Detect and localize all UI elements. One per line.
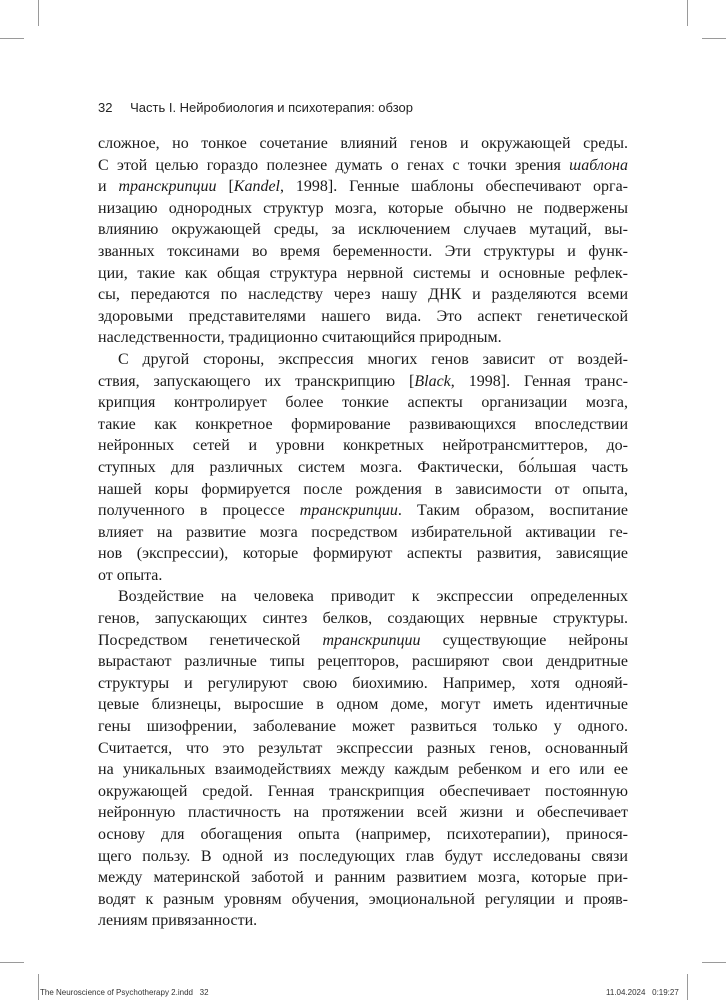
italic-term: Black — [414, 372, 451, 390]
italic-term: шаблона — [569, 156, 628, 174]
page-number: 32 — [98, 100, 113, 115]
text-line: низацию однородных структур мозга, которые обычно не подвержены — [98, 199, 628, 217]
crop-mark-top-left — [38, 0, 39, 26]
text-line: влиянию окружающей среды, за исключением случаев мутаций, вы- — [98, 221, 628, 239]
slug-file-info: The Neuroscience of Psychotherapy 2.indd 32 — [40, 988, 209, 997]
text-line: окружающей средой. Генная транскрипция обеспечивает постоянную — [98, 782, 628, 800]
italic-term: транскрипции — [322, 631, 421, 649]
text-line: такие как конкретное формирование развивающихся впоследствии — [98, 415, 628, 433]
text-line: сы, передаются по наследству через нашу ДНК и разделяются всеми — [98, 286, 628, 304]
text-line: лениям привязанности. — [98, 912, 258, 930]
text-line: нашей коры формируется после рождения в зависимости от опыта, — [98, 480, 628, 498]
crop-mark-left-top — [0, 38, 24, 39]
body-text — [98, 133, 628, 932]
crop-mark-bottom-right — [687, 974, 688, 1000]
text-line: Посредством генетической транскрипции существующие нейроны — [98, 631, 628, 649]
text-line: здоровыми представителями нашего вида. Это аспект генетической — [98, 307, 628, 325]
crop-mark-bottom-left — [38, 974, 39, 1000]
italic-term: Kandel — [233, 178, 280, 196]
text-line: ции, такие как общая структура нервной системы и основные рефлек- — [98, 264, 628, 282]
crop-mark-left-bottom — [0, 962, 24, 963]
italic-term: транскрипции — [299, 502, 398, 520]
text-line: полученного в процессе транскрипции. Таким образом, воспитание — [98, 502, 628, 520]
paragraph — [98, 349, 628, 587]
text-line: сложное, но тонкое сочетание влияний генов и окружающей среды. — [98, 135, 628, 152]
text-line: наследственности, традиционно считающийся природным. — [98, 329, 502, 347]
text-line: гены шизофрении, заболевание может развиться только у одного. — [98, 718, 628, 736]
text-line: Считается, что это результат экспрессии разных генов, основанный — [98, 739, 628, 757]
paragraph — [98, 586, 628, 932]
text-line: от опыта. — [98, 566, 163, 584]
text-line: С другой стороны, экспрессия многих генов зависит от воздей- — [118, 350, 628, 368]
text-line: структуры и регулируют свою биохимию. Например, хотя однояй- — [98, 674, 628, 692]
text-line: влияет на развитие мозга посредством избирательной активации ге- — [98, 523, 628, 541]
text-line: щего пользу. В одной из последующих глав будут исследованы связи — [98, 847, 628, 865]
text-line: цевые близнецы, выросшие в одном доме, могут иметь идентичные — [98, 696, 628, 714]
text-line: званных токсинами во время беременности. Эти структуры и функ- — [98, 242, 628, 260]
text-line: ступных для различных систем мозга. Фактически, бо́льшая часть — [98, 458, 628, 476]
italic-term: транскрипции — [118, 178, 217, 196]
text-line: нов (экспрессии), которые формируют аспекты развития, зависящие — [98, 545, 628, 563]
crop-mark-right-top — [702, 38, 726, 39]
text-line: генов, запускающих синтез белков, создающих нервные структуры. — [98, 610, 628, 628]
running-head — [98, 100, 413, 115]
slug-datetime: 11.04.2024 0:19:27 — [606, 988, 679, 997]
paragraph — [98, 133, 628, 349]
text-line: на уникальных взаимодействиях между каждым ребенком и его или ее — [98, 761, 628, 779]
text-line: основу для обогащения опыта (например, психотерапии), принося- — [98, 826, 628, 843]
text-line: крипция контролирует более тонкие аспекты организации мозга, — [98, 394, 628, 412]
text-line: ствия, запускающего их транскрипцию [Black, 1998]. Генная транс- — [98, 372, 628, 390]
text-line: водят к разным уровням обучения, эмоциональной регуляции и прояв- — [98, 890, 628, 908]
text-line: Воздействие на человека приводит к экспрессии определенных — [118, 588, 628, 606]
text-line: вырастают различные типы рецепторов, расширяют свои дендритные — [98, 653, 628, 671]
text-line: и транскрипции [Kandel, 1998]. Генные шаблоны обеспечивают орга- — [98, 178, 628, 196]
crop-mark-right-bottom — [702, 962, 726, 963]
text-line: между материнской заботой и ранним развитием мозга, которые при- — [98, 869, 628, 887]
text-line: нейронную пластичность на протяжении всей жизни и обеспечивает — [98, 804, 628, 822]
text-line: нейронных сетей и уровни конкретных нейротрансмиттеров, до- — [98, 437, 628, 455]
running-title: Часть I. Нейробиология и психотерапия: обзор — [130, 100, 413, 115]
text-line: С этой целью гораздо полезнее думать о генах с точки зрения шаблона — [98, 156, 628, 174]
crop-mark-top-right — [687, 0, 688, 26]
